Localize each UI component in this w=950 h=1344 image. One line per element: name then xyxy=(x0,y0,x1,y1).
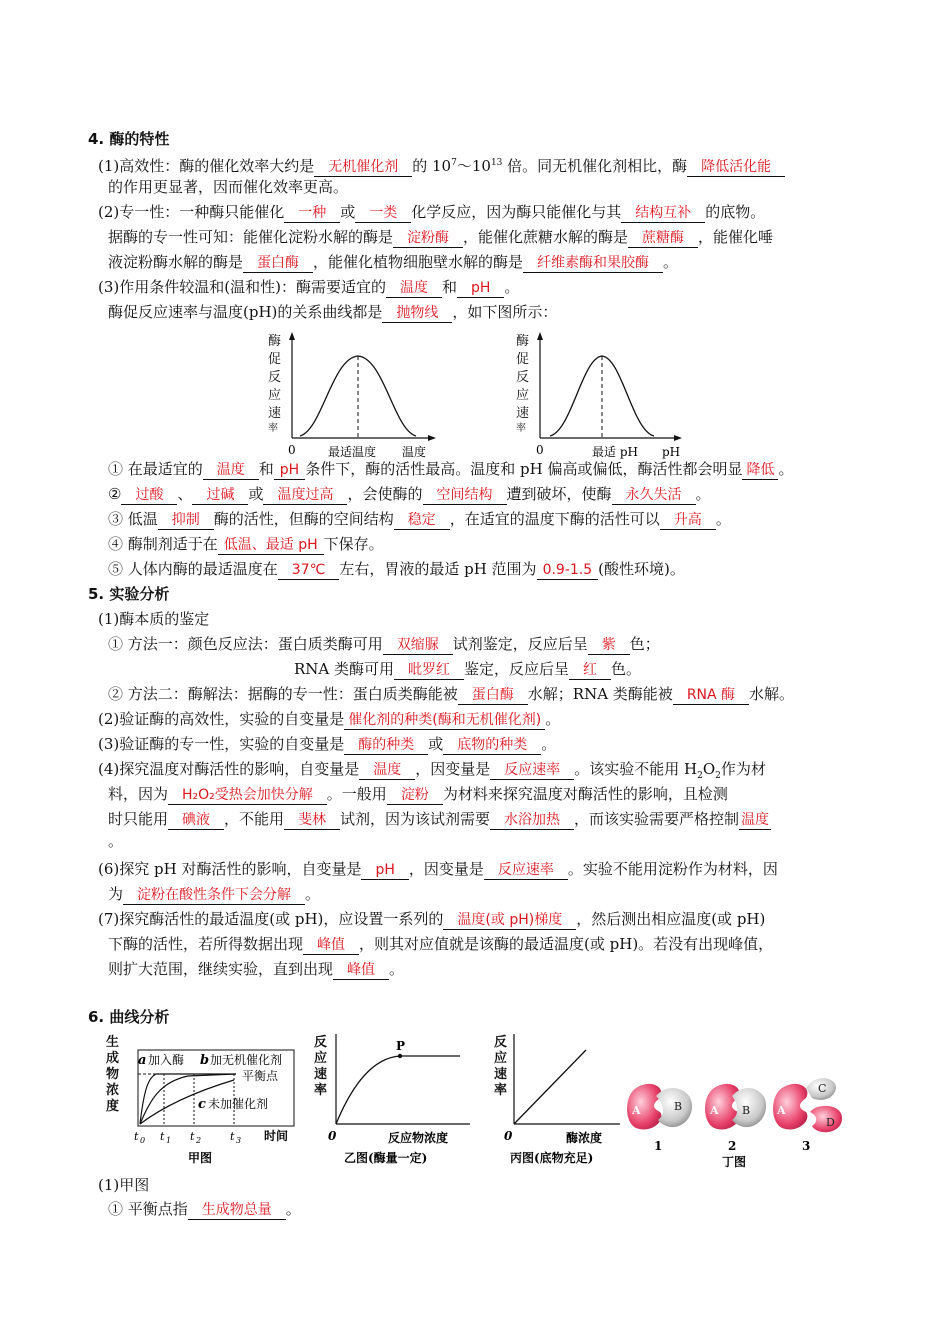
s4-c5: ⑤ 人体内酶的最适温度在 37℃ 左右，胃液的最适 pH 范围为 0.9-1.5 (酸性环境)。 xyxy=(108,560,685,578)
g1-xlabel: 温度 xyxy=(402,445,427,459)
svg-text:3: 3 xyxy=(236,1136,242,1145)
answer-blank: 温度 xyxy=(386,279,442,298)
ding-label-b1: B xyxy=(674,1100,683,1113)
answer-blank: 底物的种类 xyxy=(443,736,541,755)
jia-a: a xyxy=(138,1053,147,1068)
s5-p1g: ② 方法二：酶解法：据酶的专一性：蛋白质类酶能被 蛋白酶 水解；RNA 类酶能被 RNA 酶 水解。 xyxy=(108,685,795,703)
answer-blank: 一种 xyxy=(284,204,340,223)
answer-blank: 淀粉在酸性条件下会分解 xyxy=(123,886,305,905)
answer-blank: 低温、最适 pH xyxy=(218,536,324,555)
answer-blank: 降低 xyxy=(742,461,778,480)
g2-y-arrow xyxy=(537,332,543,340)
answer-blank: 温度(或 pH)梯度 xyxy=(443,911,576,930)
ding-caption: 丁图 xyxy=(722,1155,747,1169)
ding-num-2: 2 xyxy=(728,1139,737,1153)
s6-q1: (1)甲图 xyxy=(98,1176,150,1194)
s5-p6: (6)探究 pH 对酶活性的影响，自变量是 pH ，因变量是 反应速率 。实验不能用淀粉作为材料，因 xyxy=(98,860,778,878)
s4-line2: (2)专一性：一种酶只能催化 一种 或 一类 化学反应，因为酶只能催化与其 结构互补 的底物。 xyxy=(98,203,766,221)
bing-ylabel-1: 应 xyxy=(494,1051,508,1066)
answer-blank: 抑制 xyxy=(158,511,214,530)
answer-blank: 0.9-1.5 xyxy=(537,561,599,580)
yi-ylabel-0: 反 xyxy=(314,1035,328,1050)
answer-blank: 双缩脲 xyxy=(383,636,453,655)
jia-graph xyxy=(104,1030,304,1170)
answer-blank: 温度过高 xyxy=(263,486,347,505)
bing-ylabel-2: 速 xyxy=(494,1067,508,1082)
answer-blank: 永久失活 xyxy=(612,486,696,505)
jia-eq-label: 平衡点 xyxy=(242,1069,279,1083)
svg-text:0: 0 xyxy=(140,1136,146,1145)
section-5-title: 5. 实验分析 xyxy=(88,585,170,603)
s5-p4: (4)探究温度对酶活性的影响，自变量是 温度 ，因变量是 反应速率 。该实验不能用 $H_2O_2$作为材 xyxy=(98,760,766,781)
s5-p4c: 时只能用 碘液 ，不能用 斐林 试剂，因为该试剂需要 水浴加热 ，而该实验需要严格控制 温度 xyxy=(108,810,770,828)
answer-blank: pH xyxy=(361,861,408,880)
answer-blank: 温度 xyxy=(741,812,770,828)
g1-x-arrow xyxy=(428,435,436,441)
answer-blank: 吡罗红 xyxy=(394,661,464,680)
answer-blank: 稳定 xyxy=(394,511,450,530)
s4-line3b: 酶促反应速率与温度(pH)的关系曲线都是 抛物线 ，如下图所示： xyxy=(108,303,558,321)
answer-blank: pH xyxy=(274,461,305,480)
answer-blank: 紫 xyxy=(588,636,630,655)
jia-c: c xyxy=(198,1097,206,1112)
g1-ylabel-4: 速 xyxy=(268,406,282,421)
s5-p4d: 。 xyxy=(108,832,124,850)
yi-origin: 0 xyxy=(328,1129,337,1143)
answer-blank: 温度 xyxy=(359,761,415,780)
ph-curve-graph xyxy=(510,328,700,460)
bing-ylabel-0: 反 xyxy=(494,1035,508,1050)
s5-p1a: ① 方法一：颜色反应法：蛋白质类酶可用 双缩脲 试剂鉴定，反应后呈 紫 色； xyxy=(108,635,660,653)
section-4-title: 4. 酶的特性 xyxy=(88,130,170,148)
jia-ylabel-1: 成 xyxy=(106,1051,120,1066)
g2-xlabel: pH xyxy=(662,445,681,459)
bing-origin: 0 xyxy=(504,1129,513,1143)
jia-t3: t xyxy=(230,1130,235,1143)
jia-b-label: 加无机催化剂 xyxy=(210,1053,283,1067)
answer-blank: 纤维素酶和果胶酶 xyxy=(523,254,663,273)
g2-bell-curve xyxy=(550,356,654,436)
g1-ylabel-1: 促 xyxy=(268,352,282,367)
bing-line xyxy=(514,1050,586,1124)
g2-ylabel-5: 率 xyxy=(516,423,526,434)
svg-text:1: 1 xyxy=(166,1136,172,1145)
jia-xlabel: 时间 xyxy=(264,1129,289,1143)
s4-c3: ③ 低温 抑制 酶的活性，但酶的空间结构 稳定 ，在适宜的温度下酶的活性可以 升高 。 xyxy=(108,510,731,528)
yi-p-label: P xyxy=(396,1039,406,1053)
answer-blank: 斐林 xyxy=(284,811,340,830)
jia-a-label: 加入酶 xyxy=(148,1053,185,1067)
g1-origin: 0 xyxy=(288,443,296,457)
s5-p2: (2)验证酶的高效性，实验的自变量是 催化剂的种类(酶和无机催化剂) 。 xyxy=(98,710,561,728)
g1-xtick: 最适温度 xyxy=(328,445,377,459)
g2-x-arrow xyxy=(674,435,682,441)
jia-t1: t xyxy=(160,1130,165,1143)
yi-graph xyxy=(310,1030,480,1170)
s4-c4: ④ 酶制剂适于在 低温、最适 pH 下保存。 xyxy=(108,535,384,553)
answer-blank: 反应速率 xyxy=(490,761,574,780)
g2-xtick: 最适 pH xyxy=(592,445,638,459)
ding-num-3: 3 xyxy=(802,1139,811,1153)
answer-blank: H₂O₂受热会加快分解 xyxy=(168,786,327,805)
g2-ylabel-4: 速 xyxy=(516,406,530,421)
s5-p7c: 则扩大范围，继续实验，直到出现 峰值 。 xyxy=(108,960,405,978)
yi-xlabel: 反应物浓度 xyxy=(388,1131,449,1145)
answer-blank: 抛物线 xyxy=(382,304,452,323)
answer-blank: 碘液 xyxy=(168,811,224,830)
ding-label-a1: A xyxy=(632,1104,641,1117)
s5-p7: (7)探究酶活性的最适温度(或 pH)，应设置一系列的 温度(或 pH)梯度 ，然后测出相应温度(或 pH) xyxy=(98,910,766,928)
s4-line3: (3)作用条件较温和(温和性)：酶需要适宜的 温度 和 pH 。 xyxy=(98,278,520,296)
answer-blank: 过酸 xyxy=(121,486,177,505)
answer-blank: pH xyxy=(457,279,504,298)
s4-line1b: 的作用更显著，因而催化效率更高。 xyxy=(108,178,349,196)
jia-b: b xyxy=(200,1053,210,1068)
answer-blank: 结构互补 xyxy=(621,204,705,223)
g1-ylabel-2: 反 xyxy=(268,370,282,385)
s6-q1a: ① 平衡点指 生成物总量 。 xyxy=(108,1200,301,1218)
ding-num-1: 1 xyxy=(654,1139,663,1153)
bing-graph xyxy=(490,1030,640,1170)
s4-line2c: 液淀粉酶水解的酶是 蛋白酶 ，能催化植物细胞壁水解的酶是 纤维素酶和果胶酶 。 xyxy=(108,253,679,271)
s5-p4b: 料，因为 H₂O₂受热会加快分解 。一般用 淀粉 为材料来探究温度对酶活性的影响，且检测 xyxy=(108,785,728,803)
answer-blank: 蔗糖酶 xyxy=(628,229,698,248)
answer-blank: 红 xyxy=(569,661,611,680)
answer-blank: 37℃ xyxy=(278,561,340,580)
g2-ylabel-3: 应 xyxy=(516,388,530,403)
answer-blank: 淀粉酶 xyxy=(393,229,463,248)
g1-ylabel-5: 率 xyxy=(268,423,278,434)
answer-blank: 无机催化剂 xyxy=(314,158,412,177)
answer-blank: 蛋白酶 xyxy=(243,254,313,273)
bing-ylabel-3: 率 xyxy=(494,1083,508,1098)
jia-ylabel-4: 度 xyxy=(106,1099,120,1114)
s5-p1d: RNA 类酶可用 吡罗红 鉴定，反应后呈 红 色。 xyxy=(294,660,642,678)
g2-ylabel-0: 酶 xyxy=(516,334,530,349)
s5-p7b: 下酶的活性，若所得数据出现 峰值 ，则其对应值就是该酶的最适温度(或 pH)。若没有出现峰值， xyxy=(108,935,774,953)
jia-c-label: 未加催化剂 xyxy=(208,1097,269,1111)
svg-text:2: 2 xyxy=(196,1136,202,1145)
answer-blank: 淀粉 xyxy=(387,786,443,805)
s5-p6b: 为 淀粉在酸性条件下会分解 。 xyxy=(108,885,321,903)
answer-blank: 一类 xyxy=(355,204,411,223)
jia-caption: 甲图 xyxy=(188,1151,213,1165)
bing-caption: 丙图(底物充足) xyxy=(510,1151,594,1165)
answer-blank: 升高 xyxy=(660,511,716,530)
answer-blank: 峰值 xyxy=(303,936,359,955)
ding-label-a2: A xyxy=(710,1104,719,1117)
jia-ylabel-2: 物 xyxy=(106,1067,120,1082)
s4-line1: (1)高效性：酶的催化效率大约是 无机催化剂 的 $10^7\sim 10^{13}$ 倍。同无机催化剂相比，酶 降低活化能 xyxy=(98,152,785,177)
g2-ylabel-1: 促 xyxy=(516,352,530,367)
answer-blank: 蛋白酶 xyxy=(458,686,528,705)
g1-y-arrow xyxy=(289,332,295,340)
answer-blank: 空间结构 xyxy=(423,486,507,505)
yi-ylabel-1: 应 xyxy=(314,1051,328,1066)
s4-line2b: 据酶的专一性可知：能催化淀粉水解的酶是 淀粉酶 ，能催化蔗糖水解的酶是 蔗糖酶 ，能催化唾 xyxy=(108,228,774,246)
s5-p1: (1)酶本质的鉴定 xyxy=(98,610,210,628)
answer-blank: 水浴加热 xyxy=(490,811,574,830)
bing-xlabel: 酶浓度 xyxy=(566,1131,603,1145)
answer-blank: 酶的种类 xyxy=(344,736,428,755)
temperature-curve-graph xyxy=(262,328,452,460)
g1-bell-curve xyxy=(300,356,416,436)
section-6-title: 6. 曲线分析 xyxy=(88,1008,170,1026)
answer-blank: 温度 xyxy=(203,461,259,480)
answer-blank: 反应速率 xyxy=(484,861,568,880)
jia-ylabel-3: 浓 xyxy=(106,1083,120,1098)
answer-blank: 降低活化能 xyxy=(687,158,785,177)
ding-label-a3: A xyxy=(777,1104,786,1117)
g2-origin: 0 xyxy=(536,443,544,457)
yi-caption: 乙图(酶量一定) xyxy=(344,1151,428,1165)
ding-diagram xyxy=(622,1074,852,1174)
jia-t0: t xyxy=(134,1130,139,1143)
ding-label-c: C xyxy=(818,1082,827,1095)
s4-c1: ① 在最适宜的 温度 和 pH 条件下，酶的活性最高。温度和 pH 偏高或偏低，酶活性都会明显 降低 。 xyxy=(108,460,794,478)
answer-blank: 生成物总量 xyxy=(188,1201,286,1220)
yi-point-p xyxy=(398,1054,402,1058)
jia-t2: t xyxy=(190,1130,195,1143)
g1-ylabel-3: 应 xyxy=(268,388,282,403)
g2-ylabel-2: 反 xyxy=(516,370,530,385)
yi-ylabel-3: 率 xyxy=(314,1083,328,1098)
yi-ylabel-2: 速 xyxy=(314,1067,328,1082)
answer-blank: 催化剂的种类(酶和无机催化剂) xyxy=(344,711,545,730)
jia-ylabel-0: 生 xyxy=(106,1035,120,1050)
answer-blank: 峰值 xyxy=(333,961,389,980)
s5-p3: (3)验证酶的专一性，实验的自变量是 酶的种类 或 底物的种类 。 xyxy=(98,735,557,753)
ding-label-d: D xyxy=(826,1116,835,1129)
g1-ylabel-0: 酶 xyxy=(268,334,282,349)
s4-c2: ② 过酸 、 过碱 或 温度过高 ，会使酶的 空间结构 遭到破坏，使酶 永久失活 。 xyxy=(108,485,711,503)
answer-blank: RNA 酶 xyxy=(673,686,749,705)
ding-label-b2: B xyxy=(742,1104,751,1117)
yi-curve xyxy=(336,1056,460,1124)
answer-blank: 过碱 xyxy=(192,486,248,505)
